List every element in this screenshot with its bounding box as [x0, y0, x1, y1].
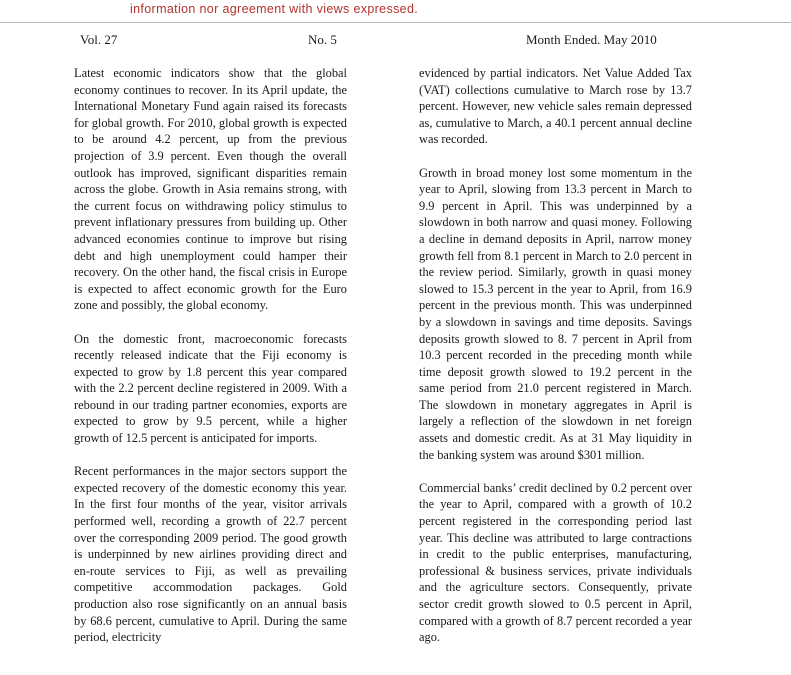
paragraph-global-outlook: Latest economic indicators show that the global economy continues to recover. In its April update, the International Monetary Fund again raised its forecasts for global growth. For 2010, global growth is expected to be around 4.2 percent, up from the previous projection of 3.9 percent. Even though the overall outlook has improved, significant disparities remain across the globe. Growth in Asia remains strong, with the current focus on withdrawing policy stimulus to prevent inflationary pressures from building up. Other advanced economies continue to improve but rising debt and high unemployment could hamper their recovery. On the other hand, the fiscal crisis in Europe is expected to affect economic growth for the Euro zone and possibly, the global economy. — [74, 66, 347, 313]
disclaimer-banner — [0, 0, 791, 23]
period-label: Month Ended. May 2010 — [526, 32, 657, 47]
issue-number-label: No. 5 — [308, 32, 337, 47]
paragraph-broad-money: Growth in broad money lost some momentum in the year to April, slowing from 13.3 percent in March to 9.9 percent in April. This was underpinned by a slowdown in both narrow and quasi money. Following a decline in demand deposits in April, narrow money growth fell from 8.1 percent in March to 2.0 percent in the review period. Similarly, growth in quasi money slowed to 15.3 percent in the year to April, from 16.9 percent in the previous month. This was underpinned by a slowdown in savings and time deposits. Savings deposits growth slowed to 8. 7 percent in April from 10.3 percent recorded in the preceding month while time deposit growth slowed to 19.2 percent in the same period from 21.0 percent registered in March. The slowdown in monetary aggregates in April is largely a reflection of the slowdown in net foreign assets and domestic credit. As at 31 May liquidity in the banking system was around $301 million. — [419, 165, 692, 462]
paragraph-consumption-indicators: evidenced by partial indicators. Net Value Added Tax (VAT) collections cumulative to March rose by 13.7 percent. However, new vehicle sales remain depressed as, cumulative to March, a 40.1 percent annual decline was recorded. — [419, 66, 692, 147]
paragraph-domestic-forecast: On the domestic front, macroeconomic forecasts recently released indicate that the Fiji economy is expected to grow by 1.8 percent this year compared with the 2.2 percent decline registered in 2009. With a rebound in our trading partner economies, exports are expected to grow by 9.5 percent, while a higher growth of 12.5 percent is anticipated for imports. — [74, 331, 347, 446]
paragraph-bank-credit: Commercial banks’ credit declined by 0.2 percent over the year to April, compared with a growth of 10.2 percent registered in the corresponding period last year. This decline was attributed to large contractions in credit to the public enterprises, manufacturing, professional & business services, private individuals and the agriculture sectors. Consequently, private sector credit growth slowed to 0.5 percent in April, compared with a growth of 8.7 percent recorded a year ago. — [419, 480, 692, 645]
disclaimer-text: information nor agreement with views expressed. — [130, 2, 419, 16]
left-column — [74, 65, 347, 662]
paragraph-sector-performance: Recent performances in the major sectors support the expected recovery of the domestic economy this year. In the first four months of the year, visitor arrivals performed well, recording a growth of 22.7 percent over the corresponding 2009 period. The good growth is underpinned by new airlines providing direct and en-route services to Fiji, as well as prevailing competitive accommodation packages. Gold production also rose significantly on an annual basis by 68.6 percent, cumulative to April. During the same period, electricity — [74, 464, 347, 645]
issue-info-bar — [0, 32, 791, 50]
right-column — [419, 65, 692, 662]
volume-label: Vol. 27 — [80, 32, 118, 47]
